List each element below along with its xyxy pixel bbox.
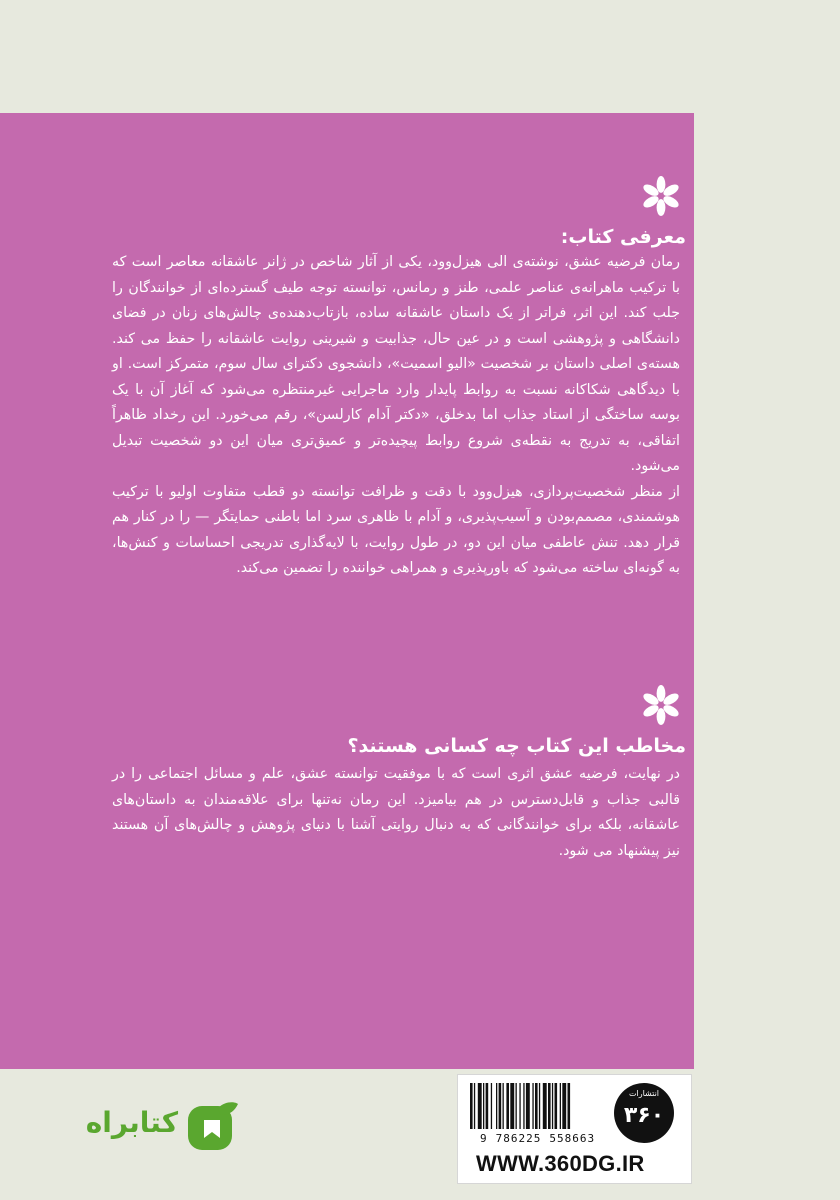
barcode-bar [491, 1083, 492, 1129]
barcode-box [457, 1074, 692, 1184]
barcode-bar [470, 1083, 473, 1129]
barcode-bar [532, 1083, 533, 1129]
publisher-website: WWW.360DG.IR [476, 1151, 645, 1176]
audience-paragraph: در نهایت، فرضیه عشق اثری است که با موفقیت توانسته عشق، علم و مسائل اجتماعی را در قالبی جذاب و قابل‌دسترس در هم بیامیزد. این رمان نه‌تنها برای علاقه‌مندان به داستان‌های عاشقانه، بلکه برای خوانندگانی که به دنبال روایتی آشنا با دنیای پژوهش و چالش‌های آن هستند نیز پیشنهاد می شود. [112, 766, 680, 859]
barcode-bar [560, 1083, 561, 1129]
barcode-bar [535, 1083, 538, 1129]
barcode-bar [474, 1083, 475, 1129]
barcode-bar [519, 1083, 520, 1129]
section-heading-intro: معرفی کتاب: [560, 226, 686, 248]
barcode-bar [503, 1083, 504, 1129]
publisher-name: انتشارات [628, 1089, 660, 1098]
store-name: کتابراه [85, 1106, 178, 1139]
barcode-bar [506, 1083, 509, 1129]
barcode-bar [496, 1083, 497, 1129]
publisher-number: ۳۶۰ [623, 1103, 665, 1128]
intro-text [112, 250, 680, 582]
isbn-number [472, 1132, 595, 1145]
store-logo [40, 1098, 240, 1154]
isbn-part: 558663 [549, 1132, 596, 1145]
book-leaf-icon [184, 1098, 240, 1154]
barcode-bar [568, 1083, 571, 1129]
intro-paragraph-2: از منظر شخصیت‌پردازی، هیزل‌وود با دقت و ظرافت توانسته دو قطب متفاوت اولیو با ترکیب هوشمندی، مصمم‌بودن و آسیب‌پذیری، و آدام با ظاهری سرد اما باطنی حمایتگر — را در کنار هم قرار دهد. تنش عاطفی میان این دو، در طول روایت، با لایه‌گذاری تدریجی احساسات و کنش‌ها، به گونه‌ای ساخته می‌شود که باورپذیری و همراهی خواننده را تضمین می‌کند. [112, 483, 680, 576]
isbn-part: 9 [480, 1132, 488, 1145]
barcode-bar [499, 1083, 502, 1129]
barcode-bar [543, 1083, 547, 1129]
barcode-bar [526, 1083, 530, 1129]
isbn-part: 786225 [495, 1132, 542, 1145]
intro-paragraph-1: رمان فرضیه عشق، نوشته‌ی الی هیزل‌وود، یکی از آثار شاخص در ژانر عاشقانه معاصر است که با ترکیب ماهرانه‌ی عناصر علمی، طنز و رمانس، توانسته توجه طیف گسترده‌ای از خوانندگان را جلب کند. این اثر، فراتر از یک داستان عاشقانه ساده، بازتاب‌دهنده‌ی چالش‌های زنان در فضای دانشگاهی و پژوهشی است و در عین حال، جذابیت و شیرینی روایت عاشقانه را حفظ می کند. هسته‌ی اصلی داستان بر شخصیت «الیو اسمیت»، دانشجوی دکترای سال سوم، متمرکز است. او با دیدگاهی شکاکانه نسبت به روابط پایدار وارد ماجرایی غیرمنتظره می‌شود که آغاز آن با یک بوسه ساختگی از استاد جذاب اما بدخلق، «دکتر آدام کارلسن»، رقم می‌خورد. این رخداد ظاهراً اتفاقی، به تدریج به نقطه‌ی شروع روابط پیچیده‌تر و عمیق‌تری میان این دو شخصیت تبدیل می‌شود. [112, 254, 680, 474]
flower-ornament-icon [640, 684, 682, 726]
barcode-bar [539, 1083, 540, 1129]
barcode-bar [516, 1083, 517, 1129]
barcode-bar [555, 1083, 558, 1129]
barcode-bar [478, 1083, 482, 1129]
barcode-bar [552, 1083, 553, 1129]
barcode-bar [483, 1083, 484, 1129]
barcode-bar [486, 1083, 489, 1129]
barcode-bar [523, 1083, 524, 1129]
publisher-logo [614, 1083, 674, 1143]
flower-ornament-icon [640, 175, 682, 217]
barcode-icon [470, 1083, 610, 1131]
barcode-bar [562, 1083, 566, 1129]
section-heading-audience: مخاطب این کتاب چه کسانی هستند؟ [347, 735, 686, 757]
barcode-bar [548, 1083, 551, 1129]
audience-text [112, 762, 680, 864]
barcode-bar [510, 1083, 514, 1129]
